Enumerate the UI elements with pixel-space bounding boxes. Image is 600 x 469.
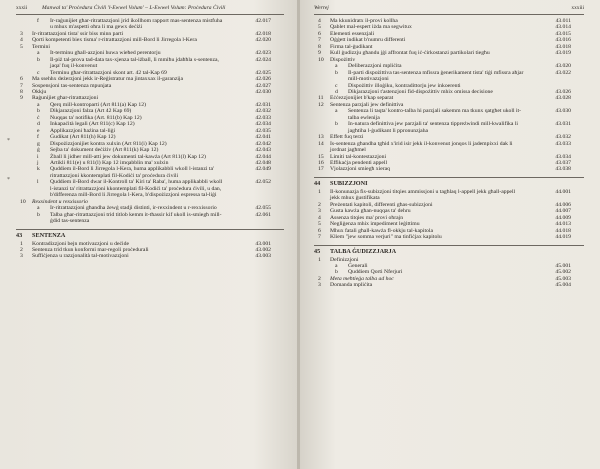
section-title: TALBA ĠUDIZZJARJA — [330, 247, 397, 255]
entry-marker: 11 — [318, 95, 324, 102]
entry-marker: 3 — [318, 282, 321, 289]
entry-reference: 42.026 — [255, 76, 271, 83]
entry-reference: 43.015 — [555, 30, 571, 37]
entry-marker: 4 — [20, 37, 23, 44]
entry-text: Firma tal-ġudikant — [330, 43, 373, 50]
section-title: SENTENZA — [32, 231, 66, 239]
entry-reference: 42.035 — [255, 127, 271, 134]
entry-text: Gusta kawża għan-nuqqas ta' dehru — [330, 208, 411, 215]
right-running-title: Werrej — [314, 5, 329, 11]
entry-reference: 43.030 — [555, 108, 571, 115]
entry-reference: 44.013 — [555, 221, 571, 228]
section-title: SUBIZZJONI — [330, 179, 368, 187]
entry-reference: 44.001 — [555, 188, 571, 195]
entry-text: Dispożizzjonijiet kontra xulxin (Art 811(i) Kap 12) — [50, 140, 167, 147]
entry-reference: 42.027 — [255, 82, 271, 89]
entry-text: Ir-ritrattazzjoni tista' ssir biss minn parti — [32, 30, 124, 37]
entry-reference: 43.031 — [555, 121, 571, 128]
entry-reference: 42.055 — [255, 205, 271, 212]
entry-marker: a — [37, 205, 40, 212]
section-heading — [314, 177, 584, 188]
entry-text: Ir-raġunijiet għar-ritrattazzjoni jrid ikollhom rapport mas-sentenza mistfuha u mhux m'aspetti oħra li ma gewx deċiżi — [50, 18, 223, 31]
entry-text: Kontradizzjoni bejn motivazzjoni u deċide — [32, 240, 129, 247]
right-header-rule — [314, 14, 584, 15]
entry-reference: 42.049 — [255, 166, 271, 173]
entry-text: Kull ġudizzju għandu jġi affrontat fuq iċ-ċirkostanzi partikolari tiegħu — [330, 50, 490, 57]
entry-marker: b — [37, 211, 40, 218]
entry-text: Negliġenza mhix impediment leġittimu — [330, 221, 420, 228]
entry-marker: ċ — [37, 114, 40, 121]
entry-text: Il-konunazja fis-subizzjoni titqies ammissjoni u tagħlaq l-appell jekk għall-appell jekk mhux ġustifikata — [330, 188, 516, 202]
entry-reference: 42.025 — [255, 69, 271, 76]
entry-marker: f — [37, 18, 39, 24]
entry-reference: 43.020 — [555, 63, 571, 70]
entry-text: Elementi essenzjali — [330, 30, 375, 37]
entry-marker: 1 — [20, 240, 23, 247]
entry-reference: 43.028 — [555, 95, 571, 102]
entry-marker: 6 — [318, 30, 321, 37]
entry-marker: b — [335, 69, 338, 76]
entry-text: Deliberazzjoni mpliċita — [348, 63, 402, 70]
entry-text: Okkju — [32, 88, 47, 95]
index-entry — [314, 234, 584, 240]
entry-marker: 2 — [318, 275, 321, 282]
entry-text: Żball li jidher mill-atti jew dokumenti tal-kawża (Art 811(l) Kap 12) — [50, 153, 206, 160]
entry-reference: 43.022 — [555, 69, 571, 76]
right-entry-list — [314, 18, 584, 173]
entry-text: Sentenza parzjali jew definittiva — [330, 101, 404, 108]
entry-marker: 10 — [318, 56, 324, 63]
entry-reference: 43.011 — [555, 18, 571, 24]
entry-text: Ir-ritrattazzjoni għandha żewġ stadji distinti, ir-rexxindent u r-rexxissorio — [50, 205, 217, 212]
entry-reference: 45.001 — [555, 262, 571, 269]
entry-text: Ma kkunidratx il-provi kollha — [330, 18, 398, 24]
asterisk-mark: * — [7, 177, 10, 183]
entry-reference: 42.043 — [255, 147, 271, 154]
entry-reference: 42.044 — [255, 153, 271, 160]
entry-marker: 8 — [20, 88, 23, 95]
entry-reference: 45.004 — [555, 282, 571, 289]
entry-reference: 42.030 — [255, 88, 271, 95]
entry-marker: 7 — [318, 234, 321, 241]
entry-text: Sentenza li taqta' kontro-talba hi parzjali sakemm ma tkunx qatgħet ukoll it-talba ewlenija — [348, 108, 522, 121]
entry-text: Ġudikat (Art 811(h) Kap 12) — [50, 134, 116, 141]
entry-text: Termini — [32, 43, 50, 50]
entry-text: Eċċezzjonijiet b'kap separat — [330, 95, 394, 102]
entry-text: Quddiem Qorti Nferjuri — [348, 269, 403, 276]
right-running-header — [314, 2, 584, 14]
entry-marker: 5 — [20, 43, 23, 50]
entry-marker: 7 — [318, 37, 321, 44]
entry-marker: l — [37, 179, 39, 186]
entry-text: Sejba ta' dokument deċiżiv (Art 811(k) Kap 12) — [50, 147, 159, 154]
entry-reference: 43.001 — [255, 240, 271, 247]
entry-reference: 42.034 — [255, 121, 271, 128]
entry-text: Il-parti dispożittiva tas-sentenza mfissra ġenerikament tista' tiġi mfissra aħjar mill-motivazzjoni — [348, 69, 524, 83]
entry-reference: 43.037 — [555, 159, 571, 166]
entry-marker: e — [37, 127, 40, 134]
entry-marker: f — [37, 134, 39, 141]
index-entry — [314, 141, 584, 154]
section-45-entries — [314, 257, 584, 289]
entry-marker: 3 — [20, 253, 23, 260]
entry-text: Ġenerali — [348, 262, 368, 269]
entry-text: Ma ssehhx deżerzjoni jekk ir-Reġistratur ma jintaxxax il-garanzija — [32, 76, 184, 83]
entry-marker: 7 — [20, 82, 23, 89]
entry-reference: 43.019 — [555, 50, 571, 57]
entry-text: Nuqqas ta' notifika (Art. 811(b) Kap 12) — [50, 114, 142, 121]
entry-text: Preżentati kapitoli, differenti għas-subizzjoni — [330, 201, 433, 208]
index-entry — [314, 121, 584, 134]
entry-text: Dispożittiv illoġiku, kontradittorju jew inkoerenti — [348, 82, 461, 89]
entry-marker: g — [37, 140, 40, 147]
entry-reference: 43.014 — [555, 24, 571, 31]
entry-marker: 6 — [318, 227, 321, 234]
right-page — [300, 0, 600, 469]
entry-reference: 42.020 — [255, 37, 271, 44]
entry-marker: 2 — [318, 201, 321, 208]
index-entry — [314, 108, 584, 121]
index-entry — [16, 212, 284, 225]
entry-text: Qerq mill-kontroparti (Art 811(a) Kap 12) — [50, 101, 146, 108]
entry-text: Effett fuq terzi — [330, 134, 364, 141]
asterisk-mark: * — [7, 138, 10, 144]
entry-marker: b — [37, 56, 40, 63]
entry-reference: 43.034 — [555, 153, 571, 160]
section-heading — [314, 245, 584, 256]
left-header-rule — [16, 14, 284, 15]
entry-reference: 44.019 — [555, 234, 571, 241]
entry-marker: 8 — [318, 43, 321, 50]
entry-text: Terminu għar-ritrattazzjoni skont art. 42 tal-Kap 69 — [50, 69, 167, 76]
entry-text: Meta meħtieġa talba ad hoc — [330, 275, 394, 282]
entry-reference: 43.002 — [255, 246, 271, 253]
section-43-entries — [16, 241, 284, 260]
entry-marker: b — [335, 269, 338, 276]
index-entry — [16, 253, 284, 259]
entry-text: Mhux fatali għall-kawża fl-okkju tal-kapitola — [330, 227, 433, 234]
entry-reference: 42.024 — [255, 56, 271, 63]
entry-reference: 42.041 — [255, 134, 271, 141]
entry-reference: 43.003 — [255, 253, 271, 260]
entry-marker: d — [335, 88, 338, 95]
entry-reference: 42.031 — [255, 101, 271, 108]
entry-marker: 6 — [20, 76, 23, 83]
entry-reference: 44.009 — [555, 214, 571, 221]
entry-marker: 17 — [318, 166, 324, 173]
right-page-number: xxxiii — [571, 5, 584, 11]
entry-reference: 42.033 — [255, 114, 271, 121]
index-entry — [314, 166, 584, 172]
entry-text: Applikazzjoni ħażina tal-liġi — [50, 127, 116, 134]
entry-text: Suffiċjenza u razzjonalità tal-motivazzjoni — [32, 253, 129, 260]
entry-text: Il-piż tal-prova tad-data tax-xjenza tal-iżball, li mmiħu jdaħħla s-sentenza, jaqa' fuq il-konvenut — [50, 56, 219, 70]
entry-text: Qablet mal-espert iżda ma segwitux — [330, 24, 412, 31]
entry-text: In-natura definittiva jew parzjali ta' sentenza tippreżwindi mill-kwalifika li jagħtiha l-ġudikant li ppronunzjaha — [348, 121, 519, 134]
entry-reference: 42.061 — [255, 211, 271, 218]
entry-text: Rexxindent u rexxissorio — [32, 198, 89, 205]
entry-marker: c — [335, 82, 338, 89]
entry-reference: 42.018 — [255, 30, 271, 37]
entry-reference: 43.026 — [555, 88, 571, 95]
entry-reference: 45.003 — [555, 275, 571, 282]
entry-reference: 42.017 — [255, 18, 271, 24]
entry-marker: 13 — [318, 134, 324, 141]
index-entry — [314, 70, 584, 83]
left-page-number: xxxii — [16, 5, 28, 11]
entry-text: Is-sentenza għandha tgħid x'irid isir jekk il-konvenut jonqos li jadempixxi dak li jordnat jagħmel — [330, 140, 513, 154]
index-entry — [314, 282, 584, 288]
section-number: 43 — [16, 231, 23, 239]
entry-marker: j — [37, 159, 39, 166]
section-number: 44 — [314, 179, 321, 187]
entry-text: Talba għar-ritrattazzjoni trid titlob kemm it-tħassir kif ukoll is-smiegħ mill-ġdid tas-sentenza — [50, 211, 222, 225]
left-page — [0, 0, 298, 469]
entry-reference: 44.018 — [555, 227, 571, 234]
entry-text: Limiti tal-kontestazzjoni — [330, 153, 387, 160]
entry-marker: 1 — [318, 256, 321, 263]
index-entry — [16, 166, 284, 179]
entry-marker: b — [37, 108, 40, 115]
entry-reference: 44.007 — [555, 208, 571, 215]
entry-text: Assenza titqies ma' provi oħrajn — [330, 214, 404, 221]
entry-marker: 14 — [318, 140, 324, 147]
entry-text: Dispożittiv — [330, 56, 356, 63]
entry-marker: 2 — [20, 246, 23, 253]
entry-marker: c — [37, 69, 40, 76]
entry-text: Kliem "jew somma verjuri" ma tinfiċjax kapitolu — [330, 234, 442, 241]
entry-reference: 43.032 — [555, 134, 571, 141]
entry-text: Dikjarazzjoni t'astenzjoni fid-dispożittiv mhix omissa decisione — [348, 88, 493, 95]
entry-text: Sospensjoni tas-sentenza mpunjata — [32, 82, 112, 89]
section-heading — [16, 229, 284, 240]
entry-marker: 5 — [318, 24, 321, 31]
entry-reference: 42.048 — [255, 159, 271, 166]
entry-marker: a — [335, 262, 338, 269]
entry-reference: 42.042 — [255, 140, 271, 147]
index-entry — [314, 189, 584, 202]
entry-text: Artikli 811(e) u 811(l) Kap 12 imqabblin ma' xulxin — [50, 159, 169, 166]
entry-marker: b — [335, 121, 338, 128]
entry-marker: a — [37, 101, 40, 108]
entry-text: Oġġett indikat b'numru differenti — [330, 37, 406, 44]
entry-text: Definizzjoni — [330, 256, 359, 263]
entry-marker: ġ — [37, 147, 40, 154]
entry-reference: 43.016 — [555, 37, 571, 44]
entry-reference: 44.006 — [555, 201, 571, 208]
entry-marker: a — [37, 50, 40, 57]
entry-reference: 43.018 — [555, 43, 571, 50]
entry-marker: 12 — [318, 101, 324, 108]
entry-marker: 3 — [20, 30, 23, 37]
entry-reference: 43.038 — [555, 166, 571, 173]
entry-marker: a — [335, 63, 338, 70]
entry-text: Quddiem il-Bord dwar il-Kontroll ta' Kiri ta' Raba', huma applikabbli wkoll l-istanzi ta' ritrattazzjoni kkontemplati fil-Kodiċi ta' proċedura ċivili, u dan, b'differenza mill-Bord li Jirregola l-Kera, b'dispożizzjoni espressa tal-liġi — [50, 179, 223, 199]
entry-marker: k — [37, 166, 40, 173]
entry-marker: 4 — [318, 18, 321, 24]
entry-text: Qorti kompetenti biex tisma' r-ritrattazzjoni mill-Bord li Jirregola l-Kera — [32, 37, 197, 44]
entry-text: Inkapaċità legali (Art 811(c) Kap 12) — [50, 121, 135, 128]
left-running-title: Manwal ta' Proċedura Ċivili 'l-Ewwel Volum' – L-Ewwel Volum: Proċedura Ċivili — [42, 5, 226, 11]
section-44-entries — [314, 189, 584, 241]
entry-text: Effikaċja pendenti appell — [330, 159, 388, 166]
index-entry — [16, 57, 284, 70]
entry-marker: 9 — [20, 95, 23, 102]
entry-marker: d — [37, 121, 40, 128]
entry-marker: 4 — [318, 214, 321, 221]
entry-marker: 5 — [318, 221, 321, 228]
entry-marker: 9 — [318, 50, 321, 57]
entry-text: Domanda mpliċita — [330, 282, 373, 289]
entry-marker: 10 — [20, 198, 26, 205]
section-number: 45 — [314, 247, 321, 255]
entry-text: Vjolazzjoni smiegħ xieraq — [330, 166, 391, 173]
left-entry-list — [16, 18, 284, 225]
index-entry — [16, 179, 284, 198]
entry-marker: 15 — [318, 153, 324, 160]
entry-text: It-terminu għall-azzjoni huwa wieħed perentorju — [50, 50, 161, 57]
entry-reference: 45.002 — [555, 269, 571, 276]
entry-reference: 43.033 — [555, 140, 571, 147]
entry-reference: 42.032 — [255, 108, 271, 115]
entry-marker: 3 — [318, 208, 321, 215]
entry-text: Sentenza trid tkun konformi mar-regoli proċedurali — [32, 246, 149, 253]
entry-text: Dikjarazzjoni falza (Art 42 Kap 69) — [50, 108, 132, 115]
entry-marker: a — [335, 108, 338, 115]
left-running-header — [16, 2, 284, 14]
entry-reference: 42.052 — [255, 179, 271, 186]
entry-reference: 42.023 — [255, 50, 271, 57]
index-entry — [16, 18, 284, 31]
entry-marker: i — [37, 153, 39, 160]
entry-marker: 16 — [318, 159, 324, 166]
entry-marker: 1 — [318, 188, 321, 195]
entry-text: Raġunijiet għar-ritrattazzjoni — [32, 95, 99, 102]
entry-text: Quddiem il-Bord li Jirregola l-Kera, huma applikabbli wkoll l-istanzi ta' ritrattazzjoni kkontemplati fil-Kodiċi ta' proċedura ċivili — [50, 166, 215, 179]
